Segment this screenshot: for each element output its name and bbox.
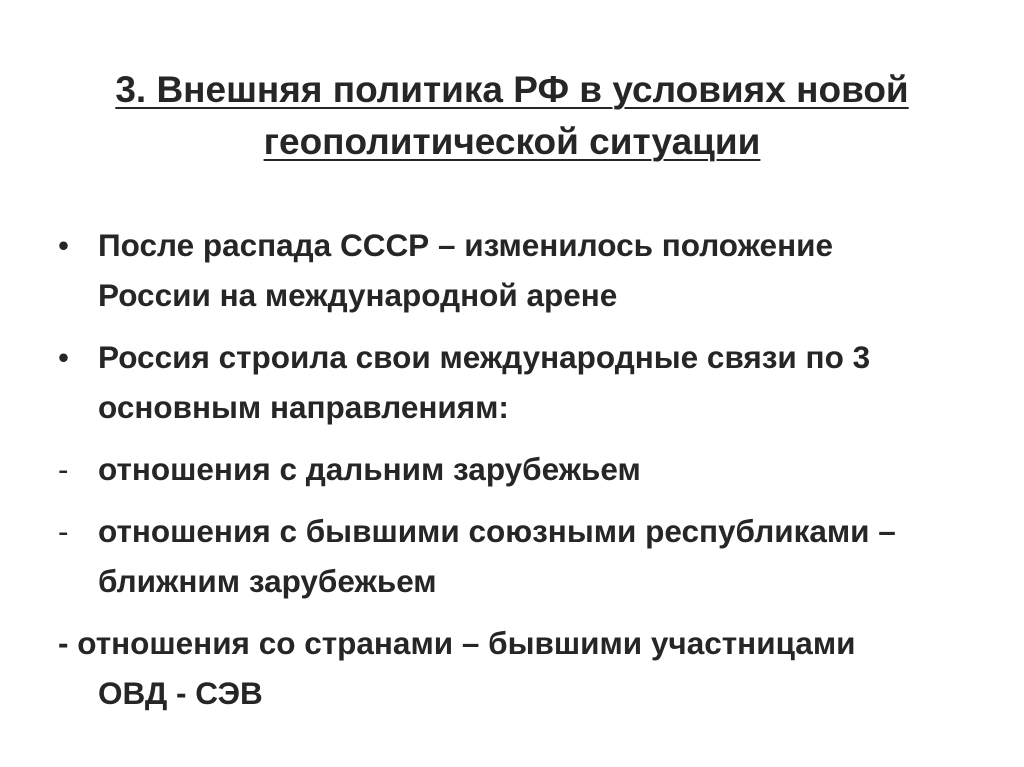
- plain-item: [58, 618, 998, 718]
- plain-text-line: - отношения со странами – бывшими участницами: [58, 625, 856, 661]
- plain-text-line: ОВД - СЭВ: [98, 675, 263, 711]
- bullet-text-line: основным направлениям:: [98, 389, 509, 425]
- dash-item: [58, 444, 998, 494]
- dash-text: [58, 444, 998, 494]
- slide-title-line-1: 3. Внешняя политика РФ в условиях новой: [115, 69, 909, 110]
- bullet-item: [58, 332, 998, 432]
- bullet-item: [58, 220, 998, 320]
- slide-body: [58, 220, 998, 730]
- bullet-marker: •: [58, 339, 70, 375]
- dash-text-line: отношения с бывшими союзными республиками –: [98, 513, 896, 549]
- bullet-text: [58, 220, 998, 320]
- dash-text-line: отношения с дальним зарубежьем: [98, 451, 641, 487]
- bullet-marker: •: [58, 227, 70, 263]
- dash-marker: -: [58, 451, 69, 487]
- dash-marker: -: [58, 513, 69, 549]
- dash-text: [58, 506, 998, 606]
- bullet-text: [58, 332, 998, 432]
- bullet-text-line: После распада СССР – изменилось положение: [98, 227, 833, 263]
- plain-text: [58, 618, 998, 718]
- slide-title-line-2: геополитической ситуации: [263, 121, 761, 162]
- dash-item: [58, 506, 998, 606]
- bullet-text-line: России на международной арене: [98, 277, 618, 313]
- dash-text-line: ближним зарубежьем: [98, 563, 437, 599]
- bullet-text-line: Россия строила свои международные связи по 3: [98, 339, 871, 375]
- slide-title: [60, 64, 964, 168]
